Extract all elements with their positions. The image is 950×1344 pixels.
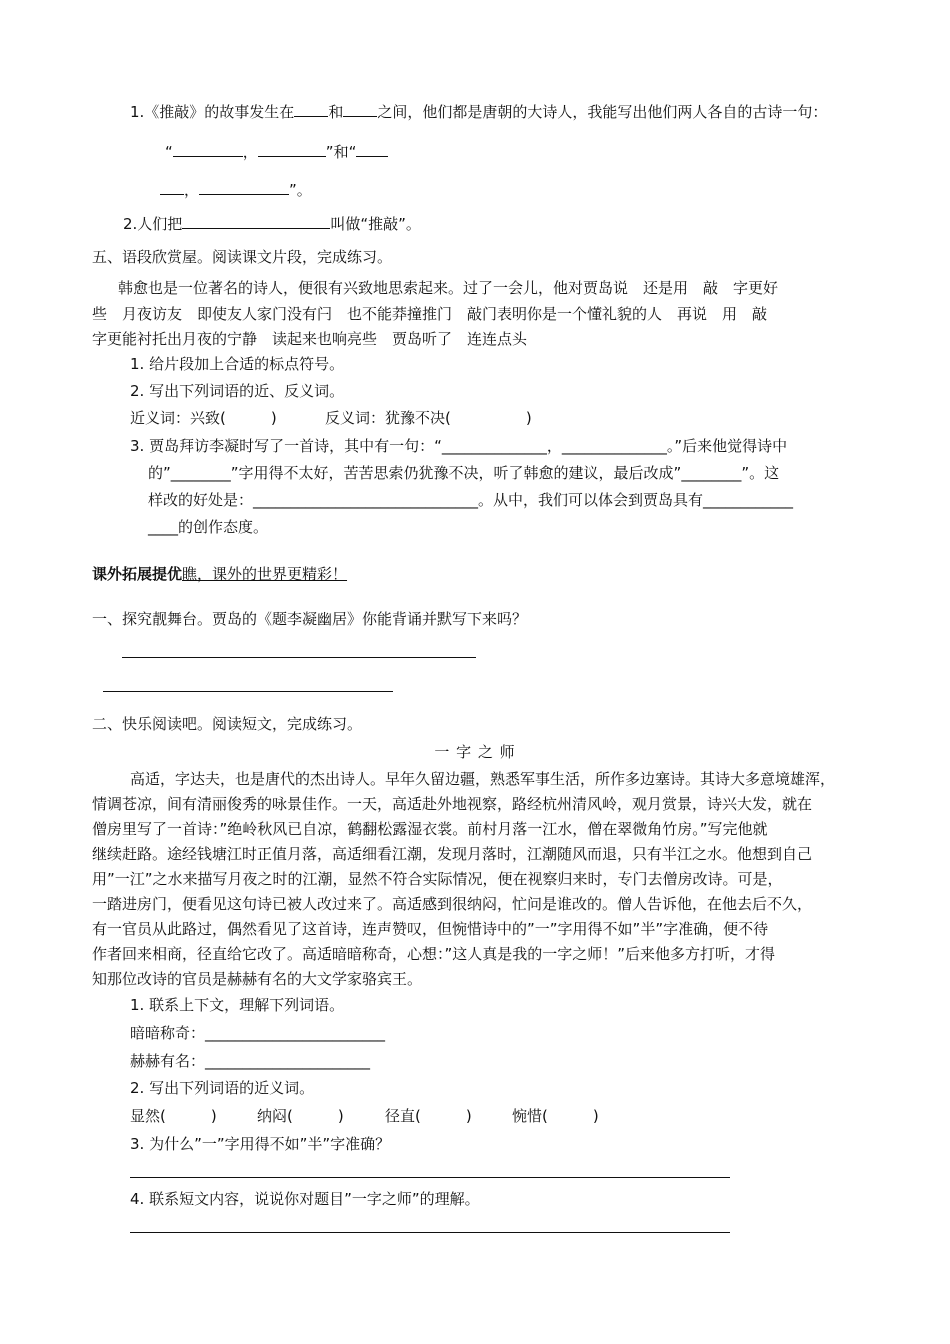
story-line: 高适，字达夫，也是唐代的杰出诗人。早年久留边疆，熟悉军事生活，所作多边塞诗。其诗大多意境雄浑， (130, 770, 836, 788)
story-line: 僧房里写了一首诗：”绝岭秋风已自凉，鹤翻松露湿衣裳。前村月落一江水，僧在翠微角竹房。”写完他就 (92, 820, 768, 838)
s5-question-1: 1. 给片段加上合适的标点符号。 (130, 355, 345, 373)
reading-question-2: 2. 写出下列词语的近义词。 (130, 1079, 315, 1097)
reading-q1-b[interactable]: 赫赫有名：______________________ (130, 1052, 371, 1070)
answer-blank[interactable] (343, 100, 377, 117)
answer-blank[interactable] (160, 178, 184, 195)
quote-close: ”。 (289, 181, 312, 199)
reading-q2-word[interactable]: 纳闷( ) (257, 1107, 344, 1125)
extension-title-rest: 瞧，课外的世界更精彩！ (182, 565, 348, 583)
quote-and: ”和“ (325, 143, 357, 161)
reading-q2-word[interactable]: 显然( ) (130, 1107, 217, 1125)
story-line: 有一官员从此路过，偶然看见了这首诗，连声赞叹，但惋惜诗中的”一”字用得不如”半”字准确，便不待 (92, 920, 769, 938)
answer-blank[interactable] (173, 140, 243, 157)
answer-blank[interactable] (199, 178, 289, 195)
s4-q1-text-b: 和 (328, 103, 344, 121)
passage-line: 些 月夜访友 即使友人家门没有闩 也不能莽撞推门 敲门表明你是一个懂礼貌的人 再说 用 敲 (92, 305, 768, 323)
s5-q2-antonym[interactable]: 反义词：犹豫不决( ) (325, 409, 532, 427)
explore-heading: 一、探究靓舞台。贾岛的《题李凝幽居》你能背诵并默写下来吗？ (92, 610, 528, 628)
s5-question-3-line2[interactable]: 的”________”字用得不太好，苦苦思索仍犹豫不决，听了韩愈的建议，最后改成”________”。这 (148, 464, 780, 482)
passage-line: 字更能衬托出月夜的宁静 读起来也响亮些 贾岛听了 连连点头 (92, 330, 528, 348)
answer-blank[interactable] (258, 140, 326, 157)
story-line: 作者回来相商，径直给它改了。高适暗暗称奇，心想：”这人真是我的一字之师！”后来他多方打听，才得 (92, 945, 776, 963)
s5-question-2: 2. 写出下列词语的近、反义词。 (130, 382, 345, 400)
s5-question-3-line4[interactable]: ____的创作态度。 (148, 518, 269, 536)
story-line: 继续赶路。途经钱塘江时正值月落，高适细看江潮，发现月落时，江潮随风而退，只有半江之水。他想到自己 (92, 845, 813, 863)
s5-question-3-line1[interactable]: 3. 贾岛拜访李凝时写了一首诗，其中有一句：“______________，______________。”后来他觉得诗中 (130, 437, 788, 455)
s4-q1-text-a: 1.《推敲》的故事发生在 (130, 103, 295, 121)
extension-title-bold: 课外拓展提优 (92, 565, 183, 583)
answer-line[interactable] (130, 1177, 730, 1178)
s4-question-1-line1 (130, 100, 827, 123)
reading-q2-word[interactable]: 惋惜( ) (512, 1107, 599, 1125)
section-5-heading: 五、语段欣赏屋。阅读课文片段，完成练习。 (92, 248, 393, 266)
answer-line[interactable] (122, 657, 476, 658)
s4-q2-text-b: 叫做“推敲”。 (330, 215, 421, 233)
comma: ， (184, 181, 200, 199)
s4-question-2 (123, 212, 421, 235)
answer-line[interactable] (103, 691, 393, 692)
passage-line: 韩愈也是一位著名的诗人，便很有兴致地思索起来。过了一会儿，他对贾岛说 还是用 敲 字更好 (118, 279, 779, 297)
answer-blank[interactable] (182, 212, 330, 229)
comma: ， (242, 143, 258, 161)
reading-question-3: 3. 为什么”一”字用得不如”半”字准确？ (130, 1135, 391, 1153)
quote-open: “ (165, 143, 173, 161)
s5-question-3-line3[interactable]: 样改的好处是：______________________________。从中，我们可以体会到贾岛具有____________ (148, 491, 794, 509)
s4-question-1-line2 (165, 140, 388, 163)
reading-question-4: 4. 联系短文内容，说说你对题目”一字之师”的理解。 (130, 1190, 480, 1208)
answer-blank[interactable] (294, 100, 328, 117)
s4-q1-text-c: 之间，他们都是唐朝的大诗人，我能写出他们两人各自的古诗一句： (377, 103, 828, 121)
story-line: 一踏进房门，便看见这句诗已被人改过来了。高适感到很纳闷，忙问是谁改的。僧人告诉他，在他去后不久， (92, 895, 813, 913)
reading-heading: 二、快乐阅读吧。阅读短文，完成练习。 (92, 715, 363, 733)
answer-blank[interactable] (356, 140, 388, 157)
reading-q1-a[interactable]: 暗暗称奇：________________________ (130, 1024, 386, 1042)
reading-q2-word[interactable]: 径直( ) (385, 1107, 472, 1125)
story-line: 情调苍凉，间有清丽俊秀的咏景佳作。一天，高适赴外地视察，路经杭州清风岭，观月赏景，诗兴大发，就在 (92, 795, 813, 813)
s4-question-1-line3 (160, 178, 312, 201)
extension-title (92, 563, 347, 585)
s4-q2-text-a: 2.人们把 (123, 215, 183, 233)
answer-line[interactable] (130, 1232, 730, 1233)
story-title: 一 字 之 师 (434, 743, 516, 761)
story-line: 知那位改诗的官员是赫赫有名的大文学家骆宾王。 (92, 970, 423, 988)
s5-q2-synonym[interactable]: 近义词：兴致( ) (130, 409, 277, 427)
reading-question-1: 1. 联系上下文，理解下列词语。 (130, 996, 345, 1014)
story-line: 用”一江”之水来描写月夜之时的江潮，显然不符合实际情况，便在视察归来时，专门去僧房改诗。可是， (92, 870, 783, 888)
